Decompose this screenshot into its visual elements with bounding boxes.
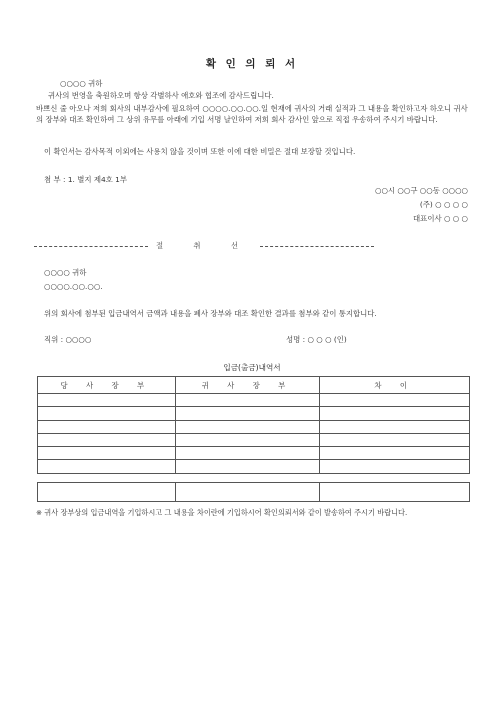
- table-cell[interactable]: [320, 420, 470, 433]
- signer-position: 직위 : ○○○○: [44, 335, 92, 344]
- table-header-row: [38, 377, 470, 394]
- document-title: 확 인 의 뢰 서: [205, 58, 299, 70]
- table-title: 입금(출금)내역서: [223, 363, 281, 372]
- cut-line-label: 절 취 선: [155, 241, 253, 250]
- sender-address: ○○시 ○○구 ○○동 ○○○○: [375, 186, 468, 195]
- table-cell[interactable]: [38, 394, 176, 407]
- table-row: [38, 460, 470, 473]
- table-cell[interactable]: [175, 407, 320, 420]
- header-your-books: 귀 사 장 부: [175, 377, 320, 394]
- total-cell[interactable]: [175, 483, 320, 502]
- total-row: [38, 483, 470, 502]
- total-cell[interactable]: [38, 483, 176, 502]
- table-cell[interactable]: [175, 460, 320, 473]
- table-cell[interactable]: [38, 420, 176, 433]
- table-row: [38, 407, 470, 420]
- confidentiality-note: 이 확인서는 감사목적 이외에는 사용치 않을 것이며 또한 이에 대한 비밀은 절대 보장할 것입니다.: [44, 147, 356, 156]
- greeting: 귀사의 번영을 축원하오며 항상 각별하사 애호와 협조에 감사드립니다.: [48, 91, 274, 100]
- total-table: [37, 482, 470, 502]
- table-row: [38, 447, 470, 460]
- reply-statement: 위의 회사에 첨부된 입금내역서 금액과 내용을 폐사 장부와 대조 확인한 결과를 첨부와 같이 통지합니다.: [44, 309, 377, 318]
- sender-company: (주) ○ ○ ○ ○: [419, 200, 468, 209]
- reply-addressee: ○○○○ 귀하: [44, 268, 87, 277]
- header-difference: 차 이: [320, 377, 470, 394]
- table-cell[interactable]: [38, 407, 176, 420]
- table-cell[interactable]: [320, 447, 470, 460]
- reply-date: ○○○○.○○.○○.: [44, 282, 103, 291]
- table-cell[interactable]: [38, 433, 176, 446]
- addressee: ○○○○ 귀하: [60, 79, 103, 88]
- table-cell[interactable]: [175, 420, 320, 433]
- table-cell[interactable]: [320, 433, 470, 446]
- request-body: 바쁘신 줄 아오나 저희 회사의 내부감사에 필요하여 ○○○○.○○.○○.일 현재에 귀사의 거래 실적과 그 내용을 확인하고자 하오니 귀사의 장부와 대조 확인하여 그 상위 유무를 아래에 기입 서명 날인하여 저희 회사 감사인 앞으로 직접 우송하여 주시기 바랍니다.: [36, 104, 468, 124]
- table-cell[interactable]: [38, 460, 176, 473]
- table-cell[interactable]: [175, 394, 320, 407]
- footnote: ※ 귀사 장부상의 입금내역을 기입하시고 그 내용을 차이란에 기입하시어 확인의뢰서와 같이 발송하여 주시기 바랍니다.: [36, 508, 408, 517]
- table-cell[interactable]: [38, 447, 176, 460]
- sender-ceo: 대표이사 ○ ○ ○: [413, 214, 468, 223]
- cut-line-left: [34, 246, 148, 247]
- signer-name: 성명 : ○ ○ ○ (인): [286, 335, 347, 344]
- table-cell[interactable]: [320, 407, 470, 420]
- table-cell[interactable]: [175, 433, 320, 446]
- cut-line: [34, 240, 474, 251]
- attachment-line: 첨 부 : 1. 별지 제4호 1부: [44, 175, 128, 184]
- header-our-books: 당 사 장 부: [38, 377, 176, 394]
- table-cell[interactable]: [320, 394, 470, 407]
- cut-line-right: [260, 246, 374, 247]
- table-row: [38, 394, 470, 407]
- total-cell[interactable]: [320, 483, 470, 502]
- table-cell[interactable]: [320, 460, 470, 473]
- table-cell[interactable]: [175, 447, 320, 460]
- table-row: [38, 420, 470, 433]
- statement-table: [37, 376, 470, 474]
- table-row: [38, 433, 470, 446]
